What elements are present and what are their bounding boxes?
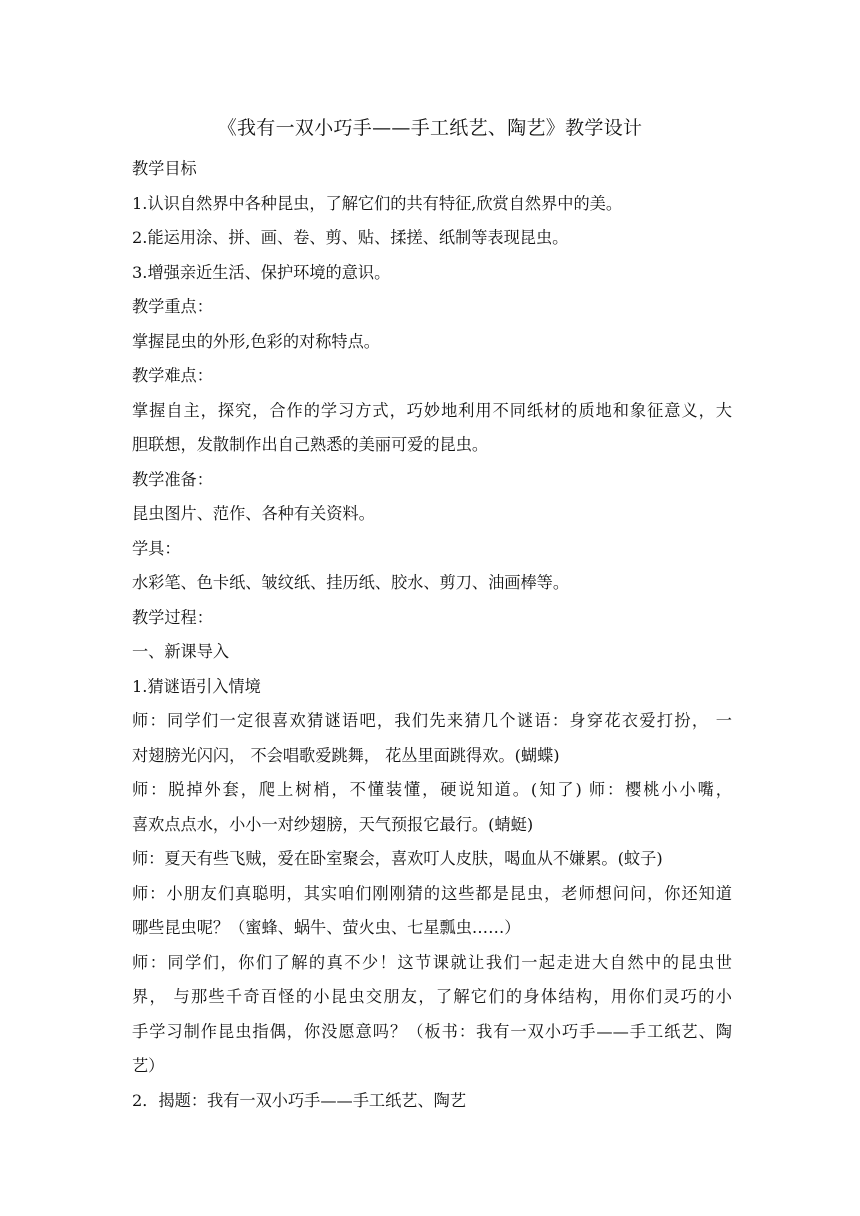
heading-difficulties: 教学难点： [132,366,213,385]
teacher-paragraph-2-line-1: 师：同学们，你们了解的真不少！这节课就让我们一起走进大自然中的昆虫世 [132,952,732,972]
section-intro-heading: 一、新课导入 [132,642,230,661]
teacher-paragraph-1-line-1: 师：小朋友们真聪明，其实咱们刚刚猜的这些都是昆虫，老师想问问，你还知道 [132,883,732,903]
tools-text: 水彩笔、色卡纸、皱纹纸、挂历纸、胶水、剪刀、油画棒等。 [132,573,570,592]
document-body [132,152,732,1118]
riddle-paragraph-1-line-2: 对翅膀光闪闪， 不会唱歌爱跳舞， 花丛里面跳得欢。(蝴蝶) [132,745,560,765]
subsection-topic-heading: 2．揭题：我有一双小巧手——手工纸艺、陶艺 [132,1090,467,1110]
heading-process: 教学过程： [132,607,213,627]
heading-preparation: 教学准备： [132,469,213,489]
riddle-paragraph-2-line-2: 喜欢点点水，小小一对纱翅膀，天气预报它最行。(蜻蜓) [132,814,534,834]
teacher-paragraph-2-line-3: 手学习制作昆虫指偶，你没愿意吗？（板书：我有一双小巧手——手工纸艺、陶 [132,1021,732,1041]
goal-item-1: 1.认识自然界中各种昆虫，了解它们的共有特征,欣赏自然界中的美。 [132,193,623,213]
goal-item-2: 2.能运用涂、拼、画、卷、剪、贴、揉搓、纸制等表现昆虫。 [132,228,569,247]
teacher-paragraph-2-line-2: 界， 与那些千奇百怪的小昆虫交朋友，了解它们的身体结构，用你们灵巧的小 [132,987,732,1006]
key-points-text: 掌握昆虫的外形,色彩的对称特点。 [132,331,380,351]
riddle-paragraph-1-line-1: 师：同学们一定很喜欢猜谜语吧，我们先来猜几个谜语：身穿花衣爱打扮， 一 [132,711,732,730]
heading-tools: 学具： [132,538,181,558]
difficulties-text-line-2: 胆联想，发散制作出自己熟悉的美丽可爱的昆虫。 [132,435,489,454]
goal-item-3: 3.增强亲近生活、保护环境的意识。 [132,262,391,282]
riddle-paragraph-2-line-1: 师：脱掉外套，爬上树梢，不懂装懂，硬说知道。(知了) 师：樱桃小小嘴， [132,780,732,799]
heading-key-points: 教学重点： [132,297,213,316]
teacher-paragraph-1-line-2: 哪些昆虫呢？（蜜蜂、蜗牛、萤火虫、七星瓢虫……） [132,918,521,937]
teacher-paragraph-2-line-4: 艺） [132,1056,165,1075]
riddle-paragraph-3: 师：夏天有些飞贼，爱在卧室聚会，喜欢叮人皮肤，喝血从不嫌累。(蚊子) [132,849,663,868]
heading-teaching-goals: 教学目标 [132,159,197,178]
preparation-text: 昆虫图片、范作、各种有关资料。 [132,504,375,523]
document-title: 《我有一双小巧手——手工纸艺、陶艺》教学设计 [217,117,643,139]
subsection-riddles-heading: 1.猜谜语引入情境 [132,676,261,696]
difficulties-text-line-1: 掌握自主，探究，合作的学习方式，巧妙地利用不同纸材的质地和象征意义，大 [132,400,732,420]
